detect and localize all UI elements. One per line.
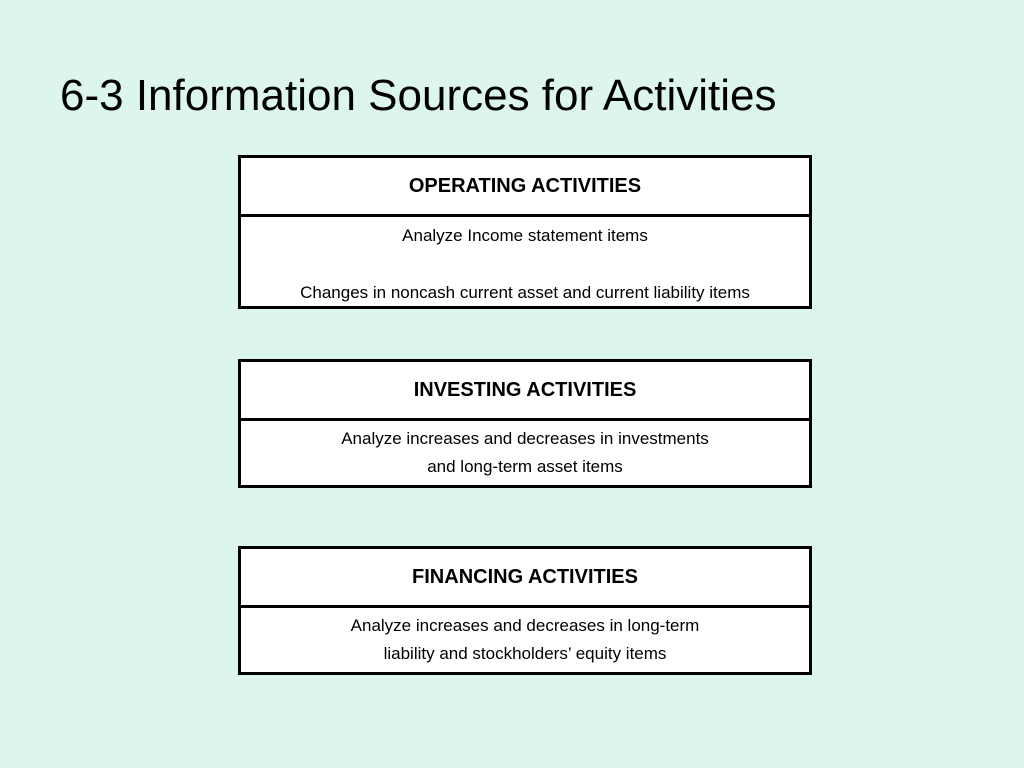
financing-activities-box <box>238 546 812 675</box>
operating-activities-heading: OPERATING ACTIVITIES <box>241 158 809 217</box>
investing-activities-box <box>238 359 812 488</box>
financing-activities-body <box>241 608 809 668</box>
operating-activities-box <box>238 155 812 309</box>
financing-line-1: Analyze increases and decreases in long-term <box>350 616 700 635</box>
operating-line-1: Analyze Income statement items <box>402 226 648 245</box>
investing-activities-heading: INVESTING ACTIVITIES <box>241 362 809 421</box>
slide-title: 6-3 Information Sources for Activities <box>60 71 777 120</box>
operating-spacer <box>241 250 809 278</box>
financing-line-2: liability and stockholders’ equity items <box>383 644 667 663</box>
financing-activities-heading: FINANCING ACTIVITIES <box>241 549 809 608</box>
investing-line-2: and long-term asset items <box>427 457 623 476</box>
operating-line-2: Changes in noncash current asset and current liability items <box>300 283 750 302</box>
investing-activities-body <box>241 421 809 481</box>
investing-line-1: Analyze increases and decreases in investments <box>341 429 709 448</box>
operating-activities-body <box>241 217 809 307</box>
